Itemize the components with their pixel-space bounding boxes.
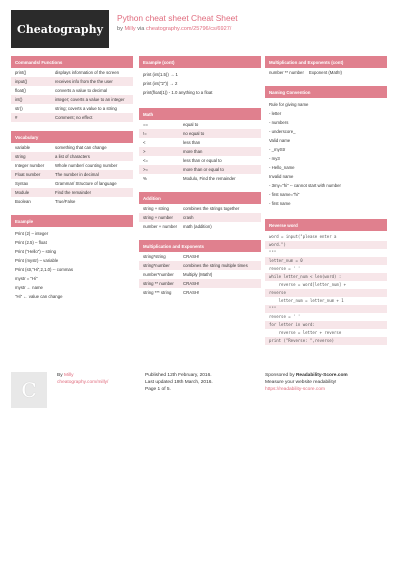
row-value: CRASH! — [183, 289, 200, 295]
section-title: Math — [139, 108, 261, 120]
text-line: - Hello_name — [269, 165, 295, 170]
table-row — [139, 222, 261, 231]
author-link[interactable]: Milly — [124, 26, 136, 32]
row-key: int() — [15, 96, 23, 102]
footer-author — [57, 372, 108, 386]
row-key: % — [143, 175, 147, 181]
row-key: variable — [15, 144, 31, 150]
text-line: - my3 — [269, 156, 280, 161]
cheatography-c-icon: C — [11, 372, 47, 408]
row-key: number ** number — [269, 69, 304, 75]
row-value: displays information of the screen — [55, 69, 120, 75]
sponsor-tagline: Measure your website readability! — [265, 380, 337, 385]
row-value: Comment; no effect — [55, 114, 93, 120]
published-date: Published 12th February, 2016. — [145, 373, 212, 378]
code-line: reverse = ' ' — [269, 266, 301, 271]
code-line: """ — [265, 305, 387, 313]
table-row — [11, 188, 133, 197]
row-key: > — [143, 148, 146, 154]
text-line: Print (mystr) – variable — [15, 258, 59, 263]
math-box — [139, 108, 261, 183]
table-row — [139, 288, 261, 297]
row-value: math (addition) — [183, 223, 212, 229]
table-row — [11, 113, 133, 122]
table-row — [11, 86, 133, 95]
table-row — [139, 120, 261, 129]
row-key: string*number — [143, 262, 170, 268]
row-value: Modulo, Find the remainder — [183, 175, 236, 181]
sponsor-name[interactable]: Readability-Score.com — [295, 373, 348, 378]
row-value: no equal to — [183, 130, 205, 136]
text-line: - _myStr — [269, 147, 286, 152]
by-label: by — [117, 26, 123, 32]
table-row — [11, 170, 133, 179]
row-key: string ** number — [143, 280, 174, 286]
row-value: integer; coverts a value to an integer — [55, 96, 125, 102]
row-key: input() — [15, 78, 28, 84]
commands-box — [11, 56, 133, 122]
byline — [117, 26, 231, 32]
row-value: receives info from the the user — [55, 78, 113, 84]
text-line: - underscore_ — [269, 129, 296, 134]
row-value: a list of characters — [55, 153, 90, 159]
footer — [11, 372, 389, 412]
text-line: print (int("2")) → 2 — [143, 81, 178, 86]
row-value: more than or equal to — [183, 166, 224, 172]
table-row — [139, 213, 261, 222]
table-row — [11, 68, 133, 77]
code-line: print ("Reverse: ",reverse) — [265, 337, 387, 345]
table-row — [139, 279, 261, 288]
row-value: less than or equal to — [183, 157, 222, 163]
row-value: CRASH! — [183, 253, 200, 259]
row-key: != — [143, 130, 147, 136]
table-row — [11, 77, 133, 86]
by-label: By — [57, 373, 63, 378]
row-key: <= — [143, 157, 149, 163]
row-key: Syntax — [15, 180, 29, 186]
text-line: Print (str,"Hi",2,1.0) -- commas — [15, 267, 73, 272]
row-key: < — [143, 139, 146, 145]
code-line: reverse = ' ' — [269, 314, 301, 319]
row-value: CRASH! — [183, 280, 200, 286]
row-key: number + number — [143, 223, 178, 229]
table-row — [139, 156, 261, 165]
sponsor-label: Sponsored by — [265, 373, 295, 378]
code-line: word = input("please enter a — [269, 234, 337, 239]
row-key: Float number — [15, 171, 41, 177]
section-title: Naming Convention — [265, 86, 387, 98]
text-line: - first name — [269, 201, 291, 206]
text-line: mystr ← name — [15, 285, 43, 290]
row-value: less than — [183, 139, 201, 145]
row-value: more than — [183, 148, 203, 154]
row-value: Grammar/ Structure of language — [55, 180, 117, 186]
table-row — [139, 270, 261, 279]
code-line: for letter in word: — [265, 321, 387, 329]
text-line: mystr = "Hi" — [15, 276, 38, 281]
header — [11, 10, 389, 48]
section-title: Multiplication and Exponents — [139, 240, 261, 252]
row-value: Exponent (Math!) — [309, 69, 342, 75]
table-row — [139, 261, 261, 270]
profile-link[interactable]: cheatography.com/milly/ — [57, 380, 109, 385]
text-line: Print (2) – integer — [15, 231, 49, 236]
table-row — [11, 179, 133, 188]
row-value: True/False — [55, 198, 76, 204]
text-line: Invalid name — [269, 174, 294, 179]
code-line: word.") — [265, 241, 387, 249]
code-line: while letter_num < len(word) : — [265, 273, 387, 281]
row-value: Find the remainder — [55, 189, 92, 195]
footer-sponsor — [265, 372, 348, 393]
row-key: string *** string — [143, 289, 172, 295]
via-label: via — [137, 26, 145, 32]
cheatography-logo[interactable]: Cheatography — [11, 10, 109, 48]
text-line: Print (2.5) – float — [15, 240, 47, 245]
table-row — [139, 204, 261, 213]
footer-author-link[interactable]: Milly — [63, 373, 74, 378]
section-title: Addition — [139, 192, 261, 204]
row-value: equal to — [183, 121, 199, 127]
section-title: Reverse word — [265, 219, 387, 231]
table-row — [11, 152, 133, 161]
sheet-url-link[interactable]: cheatography.com/25796/cs/6927/ — [145, 26, 232, 32]
row-key: Integer number — [15, 162, 45, 168]
section-title: Commands/ Functions — [11, 56, 133, 68]
row-key: print() — [15, 69, 27, 75]
text-line: - 3my="hi" -- cannot start with number — [269, 183, 341, 188]
table-row — [11, 197, 133, 206]
row-value: converts a value to decimal — [55, 87, 108, 93]
column-2 — [139, 56, 261, 306]
row-value: Whole number/ counting number — [55, 162, 118, 168]
code-line: letter_num = letter_num + 1 — [269, 298, 344, 303]
addition-box — [139, 192, 261, 231]
table-row — [139, 129, 261, 138]
page-title: Python cheat sheet Cheat Sheet — [117, 13, 238, 23]
table-row — [11, 161, 133, 170]
row-value: something that can change — [55, 144, 107, 150]
text-line: Rule for giving name — [269, 102, 309, 107]
table-row — [11, 143, 133, 152]
text-line: Print ("Hello") – string — [15, 249, 57, 254]
multiplication-cont-box — [265, 56, 387, 77]
row-value: combines the string multiple times — [183, 262, 248, 268]
text-line: - numbers — [269, 120, 289, 125]
reverse-box — [265, 219, 387, 347]
code-line: reverse = word[letter_num] + — [269, 282, 347, 287]
text-line: - letter — [269, 111, 282, 116]
row-key: str() — [15, 105, 23, 111]
section-title: Example — [11, 215, 133, 227]
row-key: string — [15, 153, 26, 159]
column-3 — [265, 56, 387, 356]
row-value: string; coverts a value to a string — [55, 105, 117, 111]
text-line: print (int(1.5)) → 1 — [143, 72, 178, 77]
row-key: string*string — [143, 253, 166, 259]
sponsor-url-link[interactable]: https://readability-score.com — [265, 387, 325, 392]
table-row — [11, 95, 133, 104]
row-key: number*number — [143, 271, 174, 277]
text-line: Valid name — [269, 138, 291, 143]
table-row — [139, 174, 261, 183]
row-value: combines the strings together — [183, 205, 240, 211]
section-title: Multiplication and Exponents (cont) — [265, 56, 387, 68]
table-row — [139, 252, 261, 261]
section-title: Vocabulary — [11, 131, 133, 143]
table-row — [139, 147, 261, 156]
code-line: reverse = letter + reverse — [269, 330, 342, 335]
example-box — [11, 215, 133, 303]
page-number: Page 1 of 5. — [145, 387, 171, 392]
row-key: == — [143, 121, 149, 127]
naming-box — [265, 86, 387, 210]
text-line: - first name="hi" — [269, 192, 300, 197]
section-title: Example (cont) — [139, 56, 261, 68]
text-line: "Hi" ← value can change — [15, 294, 63, 299]
multiplication-box — [139, 240, 261, 297]
vocabulary-box — [11, 131, 133, 206]
example-cont-box — [139, 56, 261, 99]
table-row — [139, 138, 261, 147]
row-value: crash — [183, 214, 194, 220]
row-key: string + string — [143, 205, 169, 211]
code-line: """ — [269, 250, 277, 255]
row-value: Multiply (Math!) — [183, 271, 213, 277]
column-1 — [11, 56, 133, 312]
table-row — [139, 165, 261, 174]
code-line: reverse — [265, 289, 387, 297]
row-key: Module — [15, 189, 30, 195]
row-key: float() — [15, 87, 26, 93]
footer-dates — [145, 372, 213, 393]
row-key: # — [15, 114, 18, 120]
row-key: >= — [143, 166, 149, 172]
table-row — [11, 104, 133, 113]
table-row — [265, 68, 387, 77]
text-line: print(float(1)) - 1.0 anything to a float — [143, 90, 213, 95]
code-line: letter_num = 0 — [265, 257, 387, 265]
updated-date: Last updated 19th March, 2016. — [145, 380, 213, 385]
row-key: string + number — [143, 214, 173, 220]
row-value: The number in decimal — [55, 171, 99, 177]
row-key: Boolean — [15, 198, 31, 204]
